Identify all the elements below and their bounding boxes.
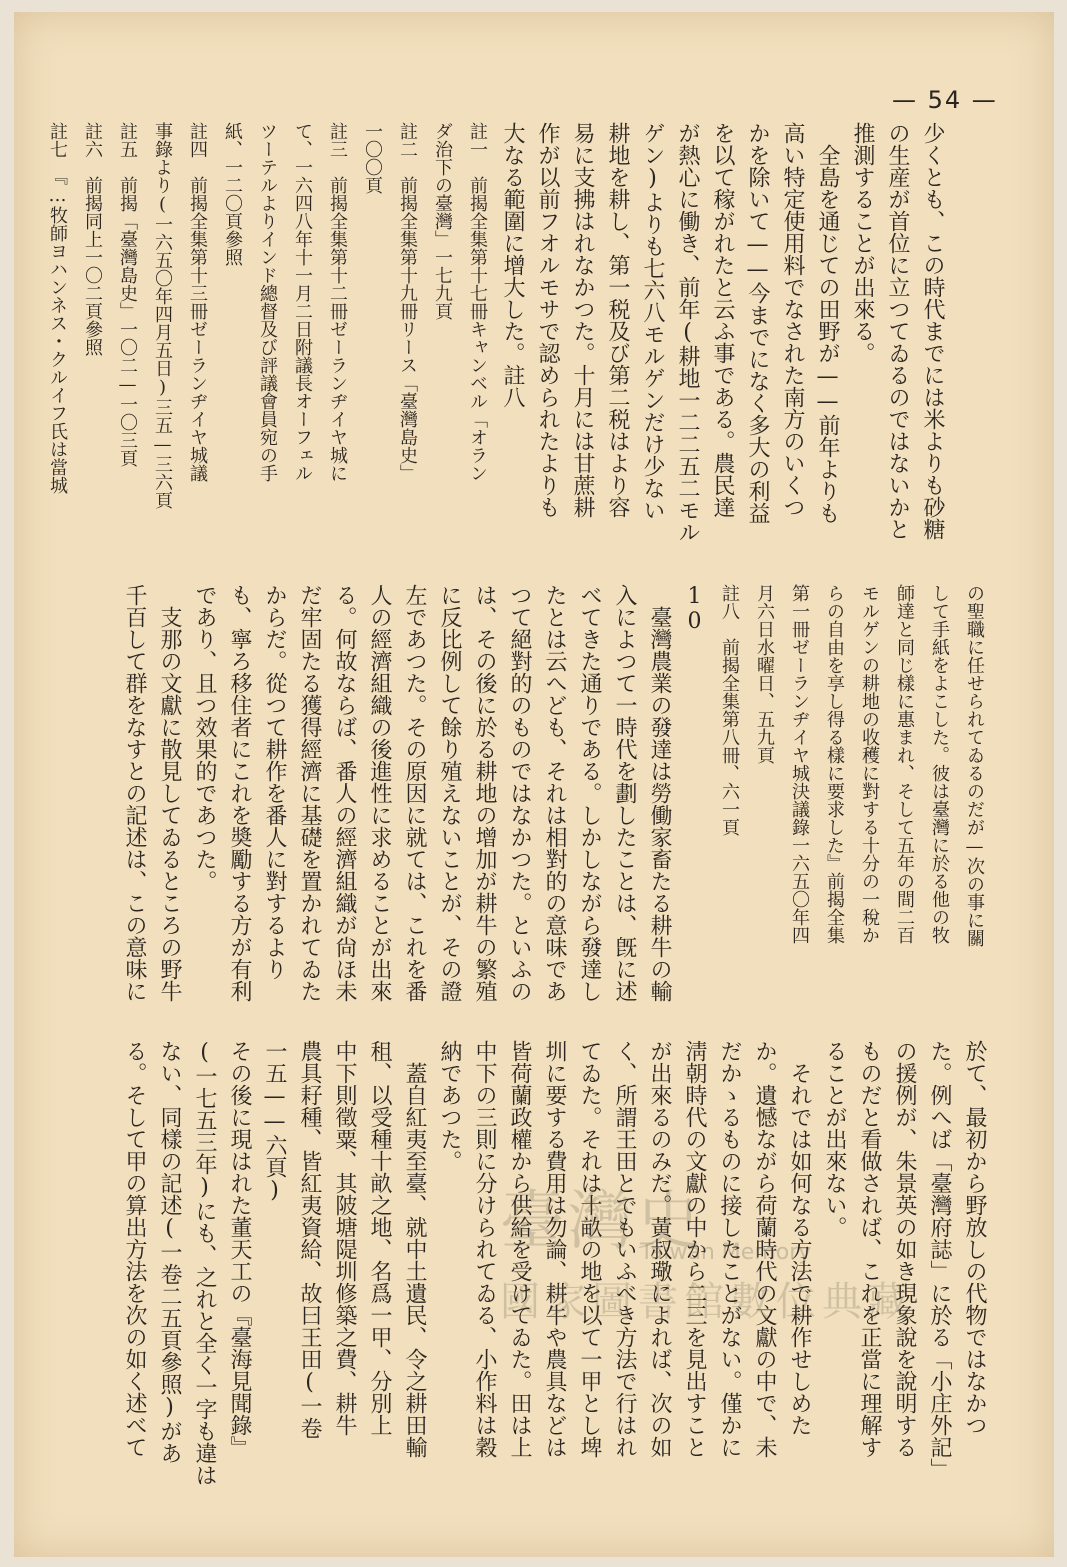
text-line: つて絕對的のものではなかつた。といふの [507, 584, 532, 1002]
text-line: てゐた。それは十畝の地を以て一甲とし埤 [577, 1040, 602, 1458]
text-line: 臺灣農業の發達は勞働家畜たる耕牛の輸 [647, 584, 672, 1002]
text-line: ることが出來ない。 [822, 1040, 847, 1238]
text-line: が熱心に働き、前年(耕地一二二五二モル [675, 122, 700, 543]
text-line: 蓋自紅夷至臺、就中土遺民、令之耕田輸 [402, 1040, 427, 1458]
footnote-line: 註七 『…牧師ヨハンネス・クルイフ氏は當城 [47, 122, 68, 494]
text-line: その後に現はれた董天工の『臺海見聞錄』 [227, 1040, 252, 1458]
text-line: 推測することが出來る。 [850, 122, 875, 364]
text-line: 耕地を耕し、第一税及び第二税はより容 [605, 122, 630, 518]
text-line: る。そして甲の算出方法を次の如く述べて [122, 1040, 147, 1458]
text-line: に反比例して餘り殖えないことが、その證 [437, 584, 462, 1002]
text-line: 左であつた。その原因に就ては、これを番 [402, 584, 427, 1002]
watermark-logo: 臺灣史 [500, 1185, 704, 1259]
footnote-line: ツーテルよりインド總督及び評議會員宛の手 [257, 122, 278, 482]
footnote-line: 註一 前揭全集第十七冊キャンベル「オラン [467, 122, 488, 482]
footnote-line: 月六日水曜日、五九頁 [754, 584, 775, 764]
footnote-line: 第一冊ゼーランヂイヤ城決議錄一六五〇年四 [789, 584, 810, 944]
text-line: 千百して群をなすとの記述は、この意味に [122, 584, 147, 1002]
text-line: か。遺憾ながら荷蘭時代の文獻の中で、未 [752, 1040, 777, 1458]
section-number: 10 [682, 584, 707, 634]
text-line: 少くとも、この時代までには米よりも砂糖 [920, 122, 945, 540]
text-line: だ牢固たる獲得經濟に基礎を置かれてゐた [297, 584, 322, 1002]
text-line: 農具耔種、皆紅夷資給、故曰王田(一卷 [297, 1040, 322, 1439]
page-number: — 54 — [892, 86, 998, 114]
footnote-line: して手紙をよこした。彼は臺灣に於る他の牧 [929, 584, 950, 944]
footnote-line: モルゲンの耕地の收穫に對する十分の一稅か [859, 584, 880, 944]
footnote-line: 事錄より(一六五〇年四月五日)三五—三六頁 [152, 122, 173, 509]
middle-column-block [60, 584, 992, 1020]
footnote-line: 師達と同じ樣に惠まれ、そして五年の間二百 [894, 584, 915, 944]
text-line: 人の經濟組織の後進性に求めることが出來 [367, 584, 392, 1002]
text-line: を以て稼がれたと云ふ事である。農民達 [710, 122, 735, 518]
text-line: 支那の文獻に散見してゐるところの野牛 [157, 584, 182, 1002]
text-line: も、寧ろ移住者にこれを奬勵する方が有利 [227, 584, 252, 1002]
footnote-line: て、一六四八年十一月二日附議長オーフェル [292, 122, 313, 482]
footnote-line: の聖職に任せられてゐるのだが—次の事に關 [964, 584, 985, 947]
text-line: 全島を通じての田野が——前年よりも [815, 122, 840, 524]
text-line: く、所謂王田とでもいふべき方法で行はれ [612, 1040, 637, 1458]
footnote-line: 註八 前揭全集第八冊、六一頁 [719, 584, 740, 836]
text-line: (一七五三年)にも、之れと全く一字も違は [192, 1040, 217, 1486]
text-line: ない、同樣の記述(一卷二五頁參照)があ [157, 1040, 182, 1464]
watermark-latin: Taiwan Memory [640, 1240, 812, 1265]
upper-column-block [47, 122, 950, 564]
text-line: たとは云へども、それは相對的の意味であ [542, 584, 567, 1002]
footnote-line: 註三 前揭全集第十二冊ゼーランヂイヤ城に [327, 122, 348, 482]
text-line: た。例へば「臺灣府誌」に於る「小庄外記」 [927, 1040, 952, 1480]
text-line: ゲン)よりも七六八モルゲンだけ少ない [640, 122, 665, 521]
text-line: 圳に要する費用は勿論、耕牛や農具などは [542, 1040, 567, 1458]
text-line: 淸朝時代の文獻の中から二三を見出すこと [682, 1040, 707, 1458]
text-line: かを除いて——今までになく多大の利益 [745, 122, 770, 524]
text-line: 易に支拂はれなかつた。十月には甘蔗耕 [570, 122, 595, 518]
footnote-line: らの自由を享し得る樣に要求した』前揭全集 [824, 584, 845, 944]
text-line: だかゝるものに接したことがない。僅かに [717, 1040, 742, 1458]
watermark-subtitle: 國家圖書館數位典藏 [500, 1279, 914, 1325]
text-line: であり、且つ效果的であつた。 [192, 584, 217, 892]
text-line: 高い特定使用料でなされた南方のいくつ [780, 122, 805, 518]
text-line: 皆荷蘭政權から供給を受けてゐた。田は上 [507, 1040, 532, 1458]
text-line: ものだと看做されば、これを正當に理解す [857, 1040, 882, 1458]
footnote-line: ダ治下の臺灣」一七九頁 [432, 122, 453, 320]
text-line: の援例が、朱景英の如き現象說を說明する [892, 1040, 917, 1458]
text-line: る。何故ならば、番人の經濟組織が尙ほ未 [332, 584, 357, 1002]
text-line: 大なる範圍に增大した。註八 [500, 122, 525, 408]
footnote-line: 一〇〇頁 [362, 122, 383, 194]
text-line: 於て、最初から野放しの代物ではなかつ [962, 1040, 987, 1436]
text-line: の生産が首位に立つてゐるのではないかと [885, 122, 910, 540]
text-line: 作が以前フオルモサで認められたよりも [535, 122, 560, 518]
text-line: が出來るのみだ。黃叔璥によれば、次の如 [647, 1040, 672, 1458]
footnote-line: 註四 前揭全集第十三冊ゼーランヂイヤ城議 [187, 122, 208, 482]
text-line: 租、以受種十畝之地、名爲一甲、分別上 [367, 1040, 392, 1436]
text-line: からだ。從つて耕作を番人に對するより [262, 584, 287, 980]
text-line: 中下則徵粟、其陂塘隄圳修築之費、耕牛 [332, 1040, 357, 1436]
text-line: 中下の三則に分けられてゐる、小作料は穀 [472, 1040, 497, 1458]
text-line: は、その後に於る耕地の增加が耕牛の繁殖 [472, 584, 497, 1002]
text-line: それでは如何なる方法で耕作せしめた [787, 1040, 812, 1436]
text-line: べてきた通りである。しかしながら發達し [577, 584, 602, 1002]
text-line: 入によつて一時代を劃したことは、旣に述 [612, 584, 637, 1002]
text-line: 納であつた。 [437, 1040, 462, 1172]
footnote-line: 註六 前揭同上一〇二頁參照 [82, 122, 103, 356]
text-line: 一五——六頁) [262, 1040, 287, 1203]
footnote-line: 註二 前揭全集第十九冊リース「臺灣島史」 [397, 122, 418, 482]
footnote-line: 紙、一二〇頁參照 [222, 122, 243, 266]
footnote-line: 註五 前揭「臺灣島史」一〇二—一〇三頁 [117, 122, 138, 467]
